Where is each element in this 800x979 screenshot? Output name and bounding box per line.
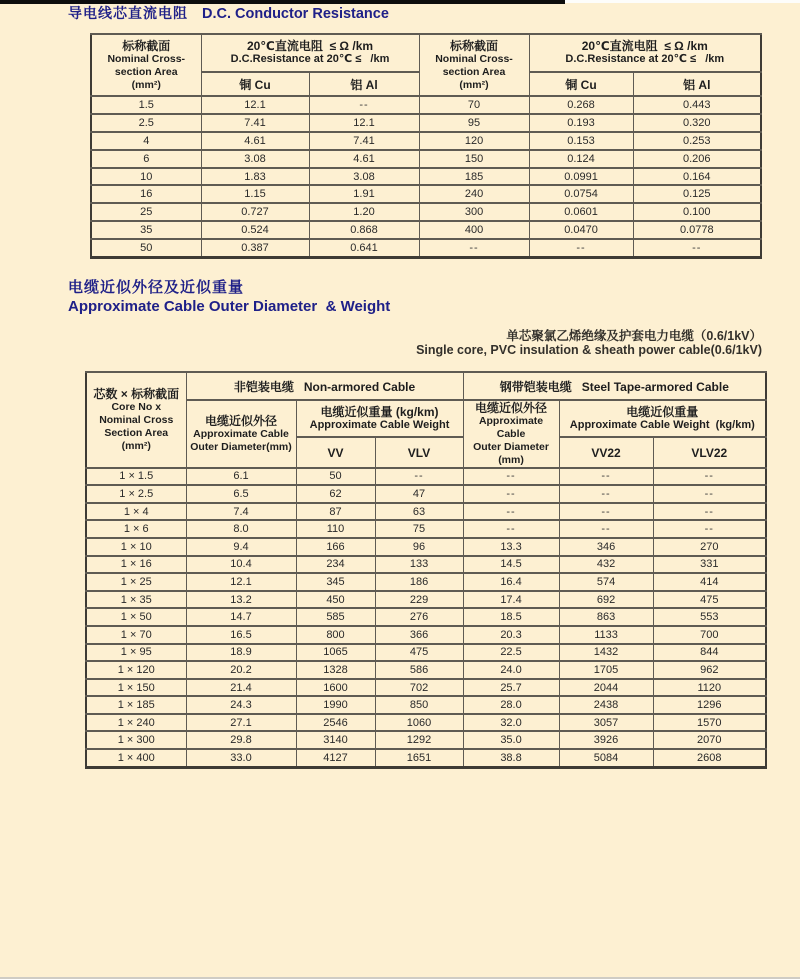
cable-od-weight-table-head [86, 372, 766, 468]
table-cell: 8.0 [186, 520, 296, 538]
table-cell: -- [559, 485, 653, 503]
table-cell: 962 [653, 661, 766, 679]
table-cell: 24.0 [463, 661, 559, 679]
table-cell: 345 [296, 573, 375, 591]
group-header-resistance-left [201, 34, 419, 72]
table-row [86, 731, 766, 749]
table-cell: 0.153 [529, 132, 633, 150]
table-cell: 6 [91, 150, 201, 168]
table-cell: 1 × 400 [86, 749, 186, 767]
table-cell: 62 [296, 485, 375, 503]
table-cell: 0.125 [633, 185, 761, 203]
col-header-core-size [86, 372, 186, 468]
scan-edge-top-white [565, 0, 800, 3]
table-cell: 10 [91, 168, 201, 186]
col-header-aluminum-left: 铝 Al [309, 72, 419, 96]
table-cell: 150 [419, 150, 529, 168]
table-cell: 186 [375, 573, 463, 591]
table-cell: 1600 [296, 679, 375, 697]
table-cell: 0.320 [633, 114, 761, 132]
table-cell: 1120 [653, 679, 766, 697]
table-row [86, 503, 766, 521]
table-cell: 7.41 [201, 114, 309, 132]
table-cell: 2070 [653, 731, 766, 749]
table-cell: 240 [419, 185, 529, 203]
table-cell: 2438 [559, 696, 653, 714]
header-line: 标称截面 [450, 38, 499, 53]
table-row [86, 468, 766, 486]
table-cell: 1.83 [201, 168, 309, 186]
table-cell: 2.5 [91, 114, 201, 132]
col-header-nominal-area-left [91, 34, 201, 96]
table-cell: 1 × 185 [86, 696, 186, 714]
table-row [86, 679, 766, 697]
table-cell: 1 × 240 [86, 714, 186, 732]
header-line: 电缆近似外径 [475, 401, 548, 415]
table-cell: 1.20 [309, 203, 419, 221]
table-cell: 276 [375, 608, 463, 626]
section2-title-en: Approximate Cable Outer Diameter & Weight [68, 298, 391, 315]
table-cell: 13.3 [463, 538, 559, 556]
table-row [86, 696, 766, 714]
header-line: Core No x [111, 401, 162, 414]
table-cell: 1 × 10 [86, 538, 186, 556]
table-row [91, 203, 761, 221]
table-cell: 9.4 [186, 538, 296, 556]
table-cell: -- [653, 503, 766, 521]
header-row [91, 34, 761, 72]
table-cell: 1 × 95 [86, 644, 186, 662]
header-line: Section Area [104, 426, 169, 439]
table-cell: 0.164 [633, 168, 761, 186]
col-header-vv22: VV22 [559, 437, 653, 467]
section2-subtitle-en: Single core, PVC insulation & sheath power cable(0.6/1kV) [416, 343, 762, 357]
table-cell: 400 [419, 221, 529, 239]
header-line: 电缆近似外径 [204, 413, 277, 428]
table-cell: 0.0754 [529, 185, 633, 203]
table-cell: 16 [91, 185, 201, 203]
col-header-outer-diameter-nonarmored [186, 400, 296, 468]
table-cell: 0.641 [309, 239, 419, 257]
table-cell: 25.7 [463, 679, 559, 697]
table-cell: -- [633, 239, 761, 257]
table-cell: -- [653, 468, 766, 486]
table-cell: 450 [296, 591, 375, 609]
col-header-aluminum-right: 铝 Al [633, 72, 761, 96]
table-row [86, 591, 766, 609]
table-cell: 12.1 [309, 114, 419, 132]
group-header-nonarmored: 非铠装电缆 Non-armored Cable [186, 372, 463, 400]
table-cell: 1133 [559, 626, 653, 644]
table-cell: 475 [375, 644, 463, 662]
table-cell: 1.15 [201, 185, 309, 203]
table-cell: 0.387 [201, 239, 309, 257]
table-cell: 133 [375, 556, 463, 574]
table-cell: 3926 [559, 731, 653, 749]
table-cell: 0.868 [309, 221, 419, 239]
table-cell: -- [653, 485, 766, 503]
table-cell: 1651 [375, 749, 463, 767]
table-cell: 18.9 [186, 644, 296, 662]
table-cell: 1990 [296, 696, 375, 714]
dc-resistance-table [90, 33, 762, 259]
table-cell: 0.100 [633, 203, 761, 221]
table-cell: 0.206 [633, 150, 761, 168]
table-cell: -- [463, 503, 559, 521]
table-cell: 1 × 16 [86, 556, 186, 574]
table-row [86, 573, 766, 591]
table-cell: 1432 [559, 644, 653, 662]
table-cell: 0.443 [633, 96, 761, 114]
table-cell: 7.41 [309, 132, 419, 150]
table-cell: -- [463, 468, 559, 486]
table-cell: 110 [296, 520, 375, 538]
table-row [91, 96, 761, 114]
table-cell: 366 [375, 626, 463, 644]
table-cell: 16.5 [186, 626, 296, 644]
header-line: 20℃直流电阻 ≤ Ω /km [581, 39, 708, 54]
header-line: (mm²) [121, 439, 151, 452]
table-cell: -- [559, 503, 653, 521]
header-line: Nominal Cross- [107, 53, 186, 65]
table-cell: 10.4 [186, 556, 296, 574]
table-cell: 7.4 [186, 503, 296, 521]
table-cell: -- [463, 520, 559, 538]
table-cell: 586 [375, 661, 463, 679]
table-cell: 702 [375, 679, 463, 697]
table-cell: 1065 [296, 644, 375, 662]
table-cell: 20.3 [463, 626, 559, 644]
table-cell: 3.08 [309, 168, 419, 186]
header-line: D.C.Resistance at 20℃ ≤ /km [230, 53, 390, 66]
table-cell: 1.5 [91, 96, 201, 114]
group-header-armored: 钢带铠装电缆 Steel Tape-armored Cable [463, 372, 766, 400]
table-cell: 1060 [375, 714, 463, 732]
table-cell: 20.2 [186, 661, 296, 679]
table-cell: 6.1 [186, 468, 296, 486]
table-cell: 1 × 120 [86, 661, 186, 679]
header-line: Nominal Cross- [435, 53, 513, 65]
table-cell: 38.8 [463, 749, 559, 767]
table-cell: 29.8 [186, 731, 296, 749]
table-cell: -- [529, 239, 633, 257]
header-line: section Area [114, 65, 178, 78]
col-header-copper-right: 铜 Cu [529, 72, 633, 96]
group-header-weight-armored [559, 400, 766, 437]
table-cell: 22.5 [463, 644, 559, 662]
section2-subtitle-zh: 单芯聚氯乙烯绝缘及护套电力电缆（0.6/1kV） [506, 329, 762, 343]
table-row [86, 626, 766, 644]
table-cell: 87 [296, 503, 375, 521]
header-line: 芯数 × 标称截面 [93, 387, 180, 401]
header-line: (mm) [498, 453, 524, 466]
table-cell: 2044 [559, 679, 653, 697]
col-header-vlv: VLV [375, 437, 463, 467]
table-row [86, 538, 766, 556]
table-cell: 585 [296, 608, 375, 626]
table-row [86, 520, 766, 538]
table-cell: 1328 [296, 661, 375, 679]
table-cell: 1 × 150 [86, 679, 186, 697]
table-cell: 0.727 [201, 203, 309, 221]
table-cell: -- [653, 520, 766, 538]
header-line: Outer Diameter(mm) [190, 440, 292, 453]
table-cell: 1292 [375, 731, 463, 749]
table-cell: 1 × 6 [86, 520, 186, 538]
table-cell: 4 [91, 132, 201, 150]
table-cell: 850 [375, 696, 463, 714]
table-cell: 844 [653, 644, 766, 662]
table-cell: 229 [375, 591, 463, 609]
table-row [86, 485, 766, 503]
header-line: Approximate Cable Weight [309, 419, 450, 432]
table-row [86, 661, 766, 679]
group-header-weight-nonarmored [296, 400, 463, 437]
header-line: section Area [442, 65, 506, 78]
table-cell: 432 [559, 556, 653, 574]
table-cell: 75 [375, 520, 463, 538]
table-cell: -- [463, 485, 559, 503]
table-cell: 1 × 35 [86, 591, 186, 609]
table-cell: 0.0991 [529, 168, 633, 186]
table-row [91, 239, 761, 257]
table-row [91, 221, 761, 239]
table-row [86, 644, 766, 662]
table-cell: 1296 [653, 696, 766, 714]
table-cell: 14.5 [463, 556, 559, 574]
table-cell: 0.193 [529, 114, 633, 132]
table-cell: 800 [296, 626, 375, 644]
table-cell: 1 × 25 [86, 573, 186, 591]
header-line: D.C.Resistance at 20℃ ≤ /km [565, 53, 725, 66]
table-cell: 5084 [559, 749, 653, 767]
table-cell: 553 [653, 608, 766, 626]
header-line: Approximate Cable [478, 415, 544, 441]
table-cell: 300 [419, 203, 529, 221]
table-cell: 0.0601 [529, 203, 633, 221]
table-row [91, 114, 761, 132]
col-header-outer-diameter-armored [463, 400, 559, 468]
header-row [86, 372, 766, 400]
table-cell: 24.3 [186, 696, 296, 714]
table-cell: 1705 [559, 661, 653, 679]
table-cell: 96 [375, 538, 463, 556]
dc-resistance-table-body [91, 96, 761, 258]
table-row [91, 168, 761, 186]
table-cell: 12.1 [186, 573, 296, 591]
table-cell: 120 [419, 132, 529, 150]
table-cell: 4.61 [309, 150, 419, 168]
table-cell: 33.0 [186, 749, 296, 767]
table-cell: 475 [653, 591, 766, 609]
header-line: (mm²) [459, 78, 489, 91]
header-line: Approximate Cable Weight (kg/km) [569, 419, 755, 432]
table-cell: 414 [653, 573, 766, 591]
table-cell: 32.0 [463, 714, 559, 732]
group-header-resistance-right [529, 34, 761, 72]
table-cell: 27.1 [186, 714, 296, 732]
table-cell: 692 [559, 591, 653, 609]
table-cell: 331 [653, 556, 766, 574]
table-cell: -- [419, 239, 529, 257]
table-cell: -- [559, 520, 653, 538]
table-cell: 35 [91, 221, 201, 239]
table-cell: 13.2 [186, 591, 296, 609]
table-row [91, 150, 761, 168]
table-cell: 18.5 [463, 608, 559, 626]
table-cell: 2608 [653, 749, 766, 767]
table-cell: 6.5 [186, 485, 296, 503]
table-cell: 166 [296, 538, 375, 556]
table-cell: 863 [559, 608, 653, 626]
table-row [86, 556, 766, 574]
table-cell: 574 [559, 573, 653, 591]
header-row [86, 400, 766, 437]
header-line: 电缆近似重量 (kg/km) [320, 404, 439, 419]
table-cell: 4127 [296, 749, 375, 767]
col-header-vv: VV [296, 437, 375, 467]
table-cell: 28.0 [463, 696, 559, 714]
table-row [86, 714, 766, 732]
col-header-copper-left: 铜 Cu [201, 72, 309, 96]
table-cell: 0.124 [529, 150, 633, 168]
table-cell: 17.4 [463, 591, 559, 609]
table-cell: 270 [653, 538, 766, 556]
header-line: Outer Diameter [473, 440, 549, 453]
table-cell: 25 [91, 203, 201, 221]
table-cell: 21.4 [186, 679, 296, 697]
header-line: Nominal Cross [99, 414, 174, 427]
header-line: 20℃直流电阻 ≤ Ω /km [246, 39, 374, 54]
table-cell: 70 [419, 96, 529, 114]
cable-od-weight-table-body [86, 468, 766, 768]
table-cell: 1 × 50 [86, 608, 186, 626]
table-cell: 3140 [296, 731, 375, 749]
table-cell: -- [309, 96, 419, 114]
table-cell: 16.4 [463, 573, 559, 591]
table-cell: 700 [653, 626, 766, 644]
table-cell: 3057 [559, 714, 653, 732]
table-cell: 0.268 [529, 96, 633, 114]
table-cell: 234 [296, 556, 375, 574]
table-cell: 1.91 [309, 185, 419, 203]
table-cell: 0.0778 [633, 221, 761, 239]
table-cell: 1 × 70 [86, 626, 186, 644]
table-cell: 185 [419, 168, 529, 186]
table-cell: 1 × 4 [86, 503, 186, 521]
section2-title-zh: 电缆近似外径及近似重量 [68, 279, 245, 296]
section1-title-zh: 导电线芯直流电阻 [68, 5, 188, 21]
table-cell: 63 [375, 503, 463, 521]
table-cell: 1570 [653, 714, 766, 732]
table-cell: 35.0 [463, 731, 559, 749]
cable-od-weight-table [85, 371, 767, 769]
table-cell: -- [559, 468, 653, 486]
table-cell: 346 [559, 538, 653, 556]
table-cell: 4.61 [201, 132, 309, 150]
header-line: (mm²) [131, 78, 161, 91]
section1-heading [68, 3, 389, 23]
table-cell: 0.0470 [529, 221, 633, 239]
table-cell: 1 × 300 [86, 731, 186, 749]
table-cell: 95 [419, 114, 529, 132]
table-row [91, 132, 761, 150]
table-cell: 0.253 [633, 132, 761, 150]
col-header-vlv22: VLV22 [653, 437, 766, 467]
section1-title-en: D.C. Conductor Resistance [202, 6, 389, 22]
table-cell: 1 × 2.5 [86, 485, 186, 503]
header-line: 标称截面 [122, 38, 171, 53]
table-cell: 2546 [296, 714, 375, 732]
table-row [86, 608, 766, 626]
table-cell: 1 × 1.5 [86, 468, 186, 486]
header-line: Approximate Cable [193, 428, 289, 441]
table-cell: 50 [296, 468, 375, 486]
table-cell: 47 [375, 485, 463, 503]
table-row [91, 185, 761, 203]
col-header-nominal-area-right [419, 34, 529, 96]
header-line: 电缆近似重量 [626, 404, 699, 419]
table-row [86, 749, 766, 767]
table-cell: 50 [91, 239, 201, 257]
table-cell: 14.7 [186, 608, 296, 626]
table-cell: -- [375, 468, 463, 486]
table-cell: 0.524 [201, 221, 309, 239]
table-cell: 12.1 [201, 96, 309, 114]
dc-resistance-table-head [91, 34, 761, 96]
table-cell: 3.08 [201, 150, 309, 168]
